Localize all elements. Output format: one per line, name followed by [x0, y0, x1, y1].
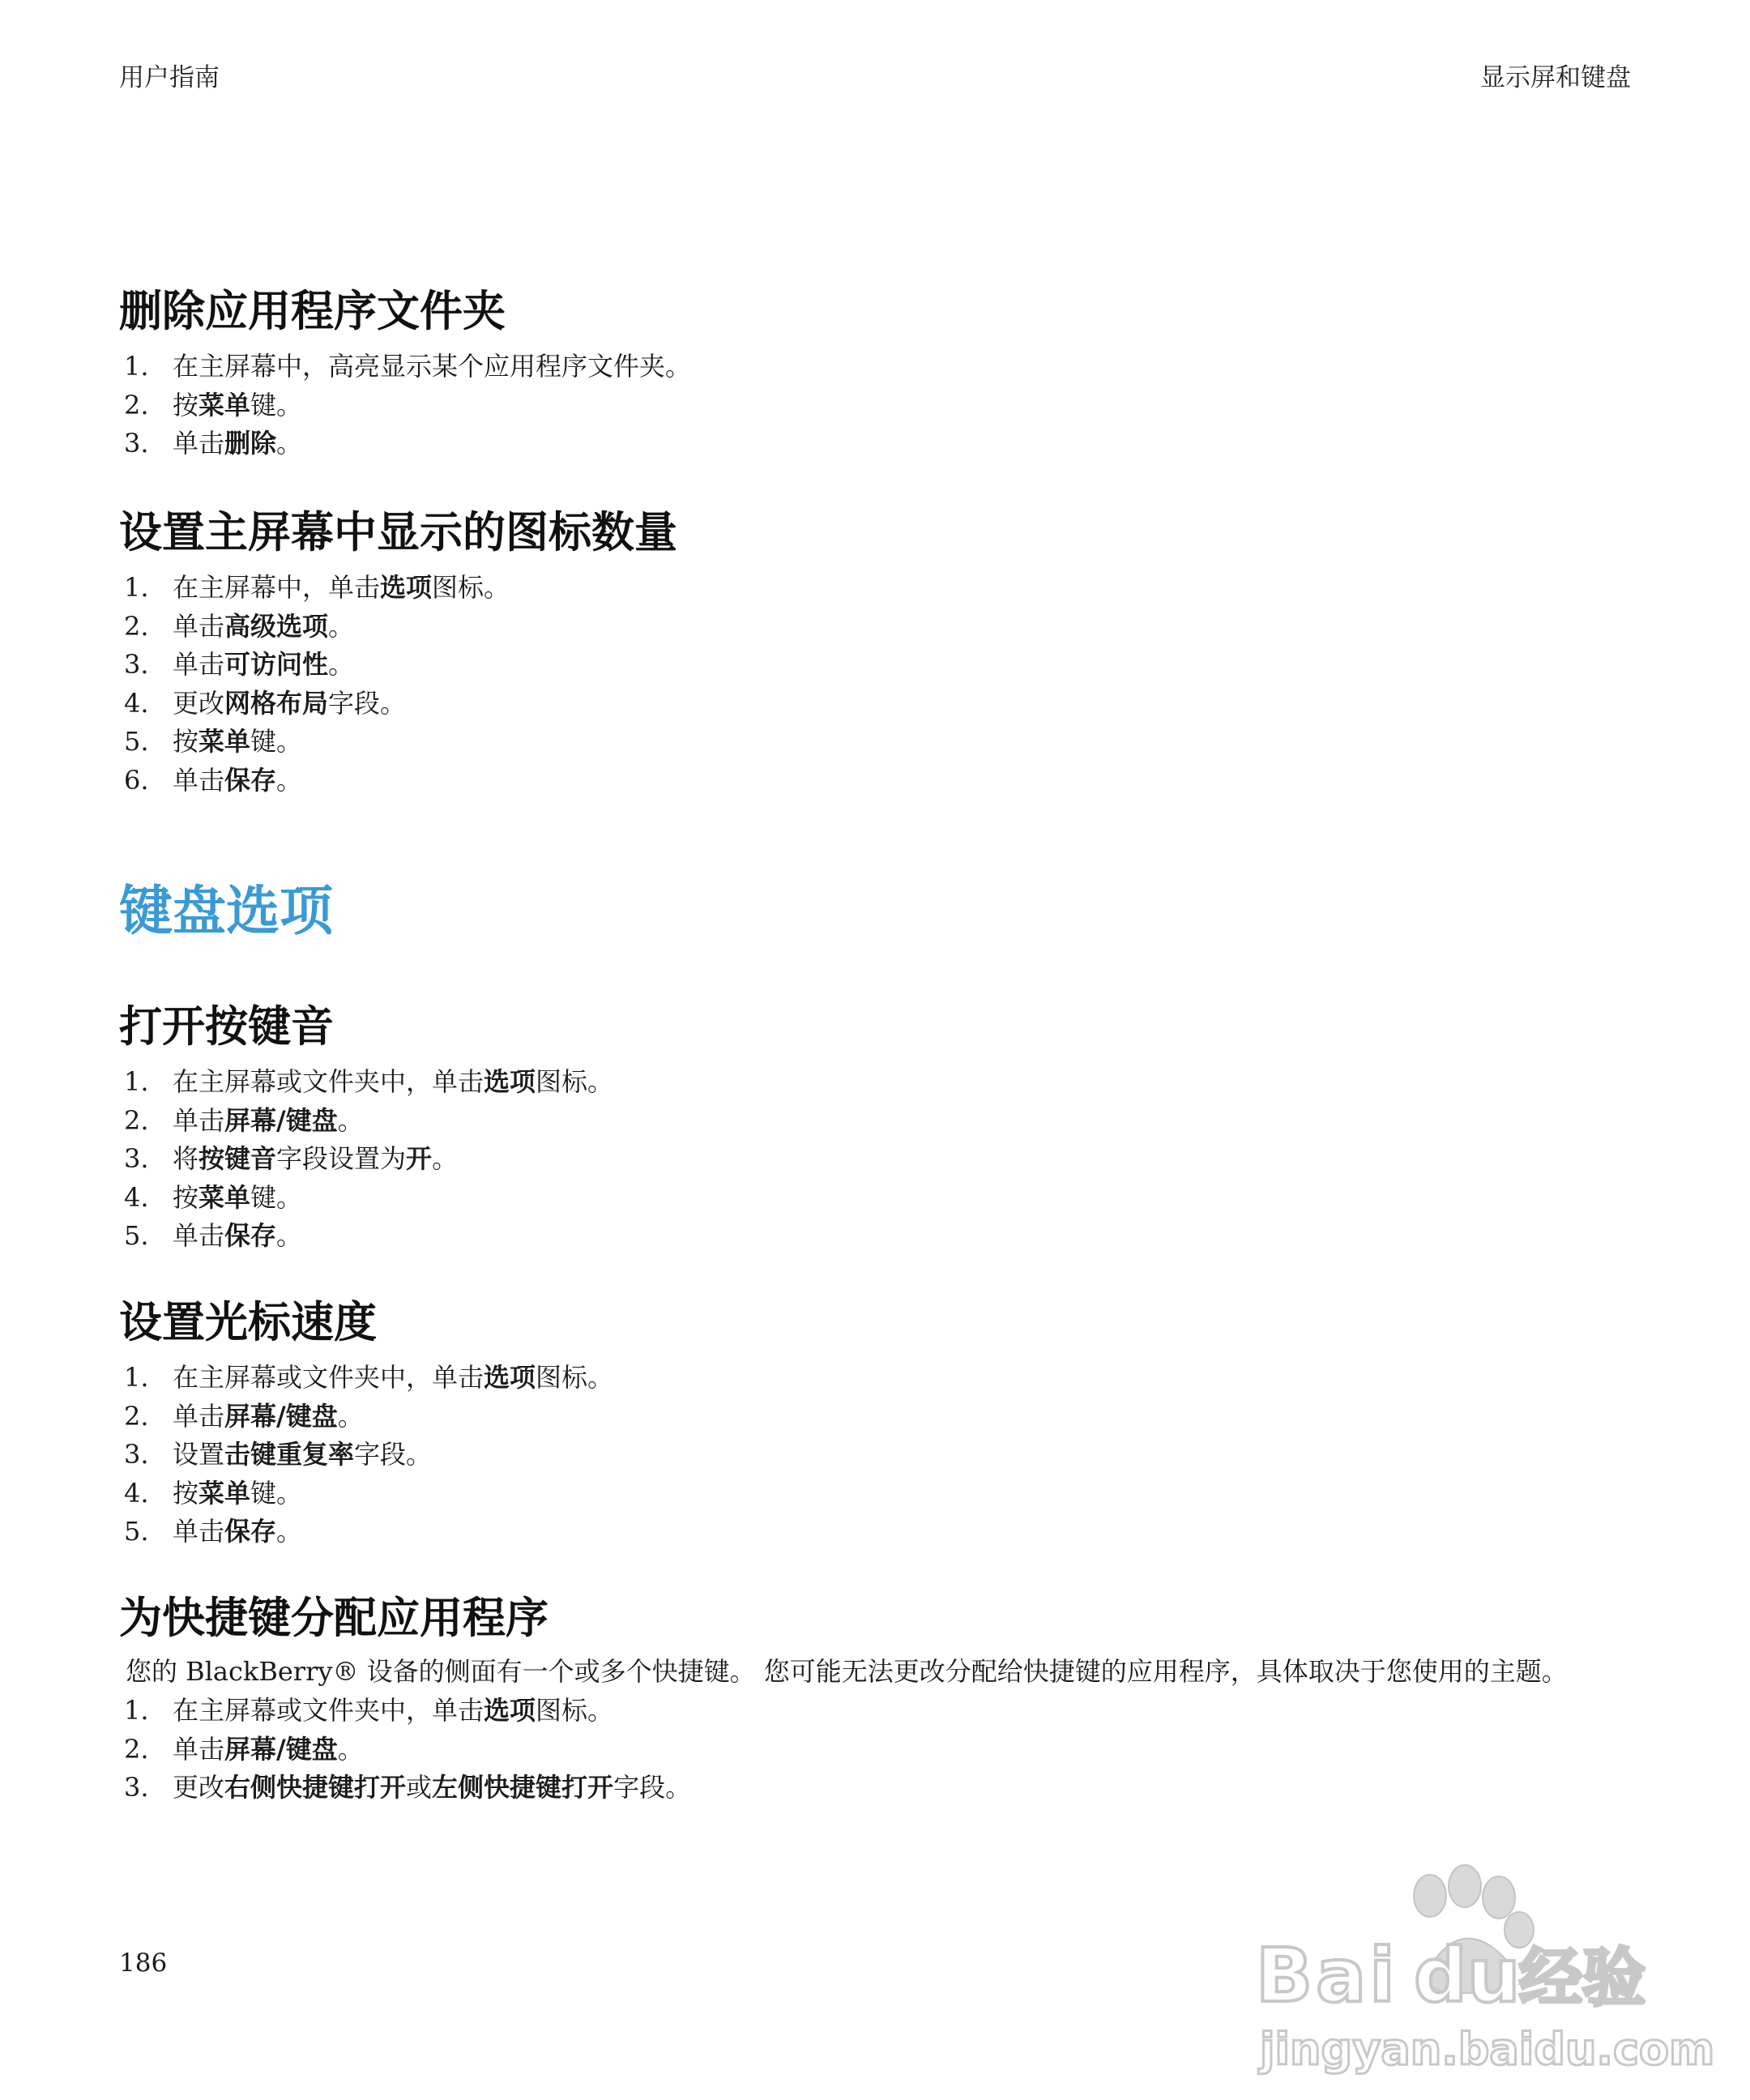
list-item: 2. 单击高级选项。	[124, 610, 355, 642]
steps-list	[119, 1692, 1631, 1808]
section-title: 设置光标速度	[119, 1298, 377, 1347]
list-item: 3. 设置击键重复率字段。	[124, 1439, 433, 1470]
list-item: 5. 按菜单键。	[124, 726, 303, 757]
section-title: 删除应用程序文件夹	[119, 287, 506, 336]
list-item: 2. 按菜单键。	[124, 389, 303, 420]
section-title: 设置主屏幕中显示的图标数量	[119, 508, 677, 557]
list-item: 3. 将按键音字段设置为开。	[124, 1143, 459, 1174]
chapter-title: 键盘选项	[119, 880, 333, 942]
list-item: 1. 在主屏幕中，高亮显示某个应用程序文件夹。	[124, 351, 692, 382]
page-number: 186	[119, 1948, 168, 1978]
steps-list	[119, 348, 1631, 463]
svg-text:Bai: Bai	[1256, 1932, 1398, 2019]
steps-list	[119, 1063, 1631, 1256]
list-item: 1. 在主屏幕或文件夹中，单击选项图标。	[124, 1066, 614, 1097]
section-key-tone	[119, 1003, 1631, 1256]
section-delete-folder	[119, 288, 1631, 463]
list-item: 4. 按菜单键。	[124, 1181, 303, 1213]
list-item: 4. 按菜单键。	[124, 1477, 303, 1509]
list-item: 1. 在主屏幕或文件夹中，单击选项图标。	[124, 1695, 614, 1726]
list-item: 3. 单击删除。	[124, 428, 303, 459]
list-item: 3. 单击可访问性。	[124, 649, 355, 680]
section-cursor-speed	[119, 1299, 1631, 1552]
section-convenience-key	[119, 1594, 1631, 1808]
svg-text:jingyan.baidu.com: jingyan.baidu.com	[1260, 2024, 1715, 2075]
running-header-left: 用户指南	[119, 63, 220, 92]
list-item: 1. 在主屏幕中，单击选项图标。	[124, 572, 510, 603]
section-icon-count	[119, 509, 1631, 800]
section-title: 打开按键音	[119, 1002, 334, 1052]
list-item: 4. 更改网格布局字段。	[124, 687, 407, 719]
list-item: 5. 单击保存。	[124, 1516, 303, 1547]
list-item: 1. 在主屏幕或文件夹中，单击选项图标。	[124, 1362, 614, 1393]
list-item: 2. 单击屏幕/键盘。	[124, 1104, 364, 1136]
svg-text:du: du	[1414, 1932, 1521, 2019]
steps-list	[119, 569, 1631, 800]
list-item: 6. 单击保存。	[124, 764, 303, 796]
baidu-jingyan-watermark	[1248, 1839, 1715, 2082]
list-item: 5. 单击保存。	[124, 1220, 303, 1251]
intro-paragraph: 您的 BlackBerry® 设备的侧面有一个或多个快捷键。 您可能无法更改分配给快捷键的应用程序，具体取决于您使用的主题。	[126, 1656, 1568, 1687]
svg-text:经验: 经验	[1519, 1942, 1646, 2015]
steps-list	[119, 1359, 1631, 1552]
list-item: 2. 单击屏幕/键盘。	[124, 1733, 364, 1765]
list-item: 2. 单击屏幕/键盘。	[124, 1400, 364, 1432]
list-item: 3. 更改右侧快捷键打开或左侧快捷键打开字段。	[124, 1772, 692, 1803]
section-title: 为快捷键分配应用程序	[119, 1594, 548, 1643]
running-header-right: 显示屏和键盘	[1480, 63, 1631, 92]
